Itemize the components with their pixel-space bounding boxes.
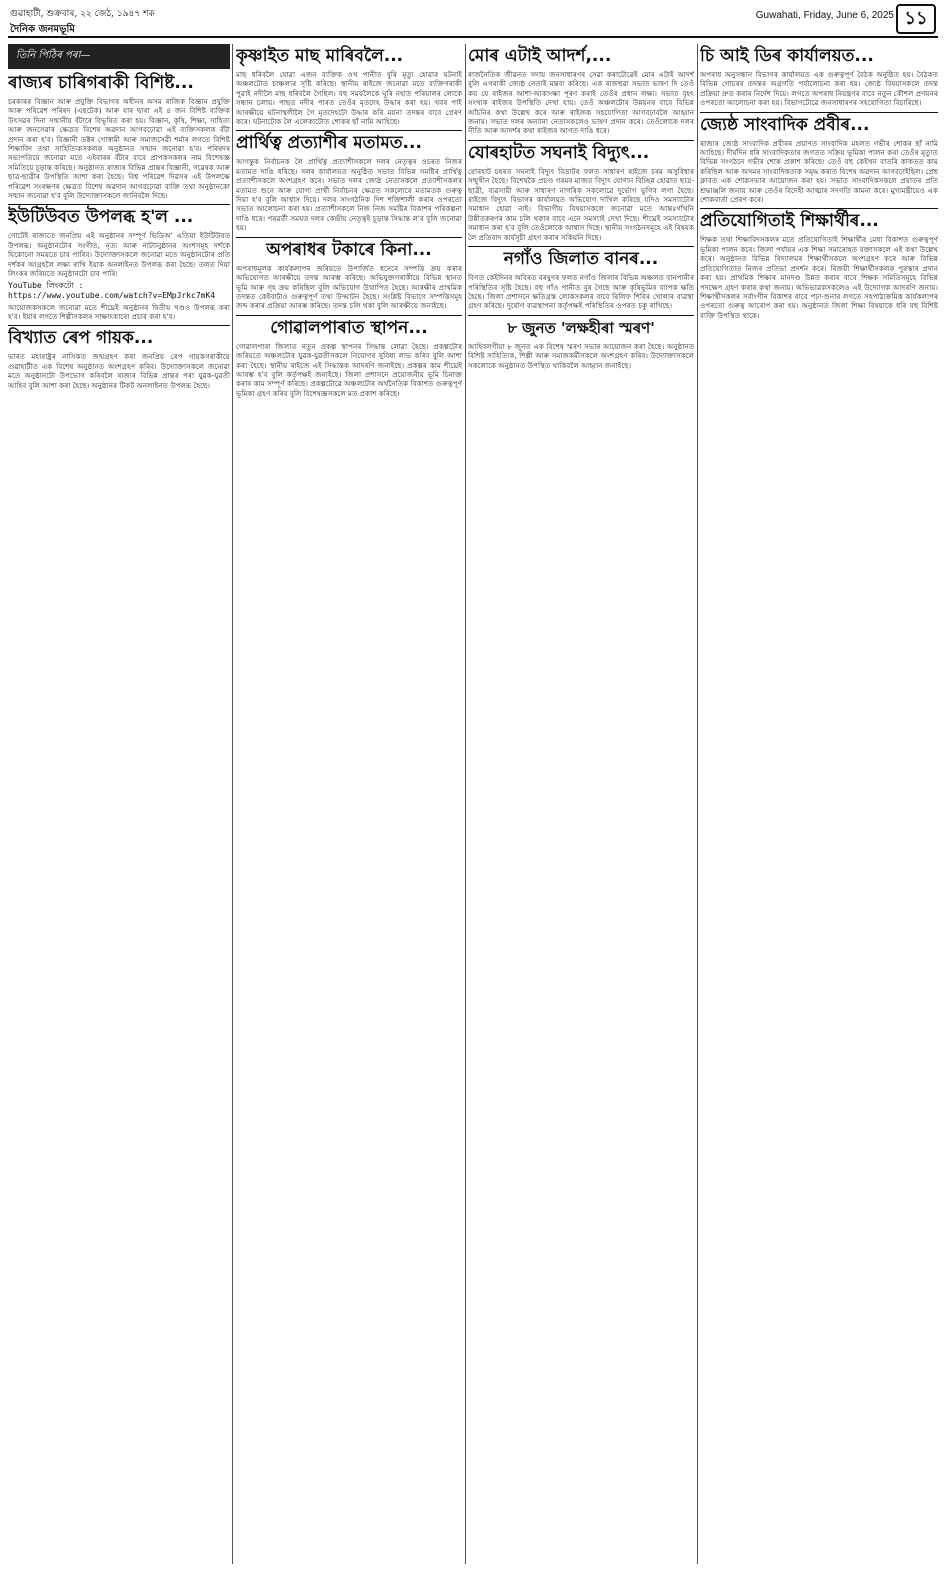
article-text: মাছ ধৰিবলৈ যোৱা এজন ব্যক্তিক ওখ পানীত বুৰি মৃত্যু হোৱাৰ ঘটনাই অঞ্চলটোত চাঞ্চল্যৰ সৃষ্টি কৰিছে। স্থানীয় ৰাইজে জনোৱা মতে ব্যক্তিগৰাকী পুৱাই নদীলৈ মাছ ধৰিবলৈ গৈছিল। বহু সময়লৈকে ঘূৰি নহাত পৰিয়ালৰ লোকে সন্ধান চলায়। পাছত নদীৰ পাৰত তেওঁৰ মৃতদেহ উদ্ধাৰ কৰা হয়। খবৰ পাই আৰক্ষীয়ে ঘটনাস্থলীলৈ গৈ মৃতদেহটো উদ্ধাৰ কৰি ময়না তদন্তৰ বাবে প্ৰেৰণ কৰে। ঘটনাটোক লৈ এলেকাটোত শোকৰ ছাঁ নামি আহিছে। [236, 70, 462, 127]
article-text: গোটেই ৰাজ্যতে জনপ্ৰিয় এই অনুষ্ঠানৰ সম্পূৰ্ণ ভিডিঅ' এতিয়া ইউটিউবত উপলব্ধ। অনুষ্ঠানটোৰ সংগীত, নৃত্য আৰু নাট্যানুষ্ঠানৰ অংশসমূহ দৰ্শকে যিকোনো সময়তে চাব পাৰিব। উদ্যোক্তাসকলে জনোৱা মতে অনুষ্ঠানটোৰ প্ৰতি দৰ্শকৰ আগ্ৰহলৈ লক্ষ্য ৰাখি ইয়াক অনলাইনত উপলব্ধ কৰা হৈছে। তলত দিয়া লিংকৰ জৰিয়তে অনুষ্ঠানটো চাব পাৰি। [8, 231, 230, 279]
article-text: ভাৰত মহাৰাষ্ট্ৰৰ নাসিকত জন্মগ্ৰহণ কৰা জনপ্ৰিয় ৰেপ গায়কগৰাকীয়ে গুৱাহাটীত এক বিশেষ অনুষ্ঠানত অংশগ্ৰহণ কৰিব। উদ্যোক্তাসকলে জনোৱা মতে অনুষ্ঠানটো উপভোগ কৰিবলৈ ৰাজ্যৰ বিভিন্ন প্ৰান্তৰ পৰা যুৱক-যুৱতী আহিব বুলি আশা কৰা হৈছে। অনুষ্ঠানৰ টিকট অনলাইনত উপলব্ধ হৈছে। [8, 352, 230, 390]
article-text: ৰাজনৈতিক জীৱনত সদায় জনসাধাৰণৰ সেৱা কৰাটোৱেই মোৰ এটাই আদৰ্শ বুলি এগৰাকী জ্যেষ্ঠ নেতাই মন্তব্য কৰিছে। এক ৰাজহুৱা সভাত ভাষণ দি তেওঁ কয় যে ৰাইজৰ আশা-আকাংক্ষা পূৰণ কৰাই তেওঁৰ প্ৰধান লক্ষ্য। সভাত বৃহৎ সংখ্যক ৰাইজৰ উপস্থিতি দেখা যায়। তেওঁ অঞ্চলটোৰ উন্নয়নৰ বাবে বিভিন্ন আঁচনিৰ কথা উল্লেখ কৰে আৰু ৰাইজক সহযোগিতা আগবঢ়াবলৈ আহ্বান জনায়। সভাত দলৰ অন্যান্য নেতাসকলেও ভাষণ প্ৰদান কৰে। তেওঁলোকে দলৰ নীতি আৰু আদৰ্শৰ কথা ৰাইজৰ আগত দাঙি ধৰে। [468, 70, 694, 136]
column-3 [468, 44, 694, 1564]
article-text: আয়োজকসকলে জনোৱা মতে শীঘ্ৰেই অনুষ্ঠানৰ দ্বিতীয় খণ্ডও উপলব্ধ কৰা হ'ব। ইয়াৰ লগতে শিল্পীসকলৰ সাক্ষাৎকাৰো প্ৰচাৰ কৰা হ'ব। [8, 302, 230, 321]
column-2 [236, 44, 462, 1564]
headline: প্ৰাৰ্থিত্ব প্ৰত্যাশীৰ মতামত... [236, 130, 462, 153]
article-text: গোৱালপাৰা জিলাত নতুন প্ৰকল্প স্থাপনৰ সিদ্ধান্ত লোৱা হৈছে। প্ৰকল্পটোৰ জৰিয়তে অঞ্চলটোৰ যুৱক-যুৱতীসকলে নিয়োগৰ সুবিধা লাভ কৰিব বুলি আশা কৰা হৈছে। স্থানীয় ৰাইজে এই সিদ্ধান্তক আদৰণি জনাইছে। প্ৰকল্পৰ কাম শীঘ্ৰেই আৰম্ভ হ'ব বুলি কৰ্তৃপক্ষই জনাইছে। জিলা প্ৰশাসনে প্ৰয়োজনীয় ভূমি চিনাক্ত কৰাৰ কাম সম্পূৰ্ণ কৰিছে। প্ৰকল্পটোৱে অঞ্চলটোৰ অৰ্থনৈতিক বিকাশত গুৰুত্বপূৰ্ণ ভূমিকা গ্ৰহণ কৰিব বুলি বিশেষজ্ঞসকলে মত প্ৰকাশ কৰিছে। [236, 341, 462, 398]
article-text: আগন্তুক নিৰ্বাচনক লৈ প্ৰাৰ্থিত্ব প্ৰত্যাশীসকলে দলৰ নেতৃত্বৰ ওচৰত নিজৰ মতামত দাঙি ধৰিছে। দলৰ কাৰ্যালয়ত অনুষ্ঠিত সভাত বিভিন্ন সমষ্টিৰ প্ৰাৰ্থিত্ব প্ৰত্যাশীসকলে অংশগ্ৰহণ কৰে। সভাত দলৰ জ্যেষ্ঠ নেতাসকলে প্ৰত্যাশীসকলৰ মতামত শুনে আৰু যোগ্য প্ৰাৰ্থী নিৰ্বাচনৰ ক্ষেত্ৰত সকলোৰে মতামতক গুৰুত্ব দিয়া হ'ব বুলি আশ্বাস দিয়ে। দলৰ সাংগঠনিক দিশ শক্তিশালী কৰাৰ ওপৰতো সভাত আলোচনা কৰা হয়। প্ৰত্যাশীসকলে নিজ নিজ সমষ্টিৰ বিকাশৰ পৰিকল্পনা দাঙি ধৰে। পৰৱৰ্তী সময়ত দলৰ কেন্দ্ৰীয় নেতৃত্বই চূড়ান্ত সিদ্ধান্ত ল'ব বুলি জনোৱা হয়। [236, 157, 462, 233]
article-text: ৰাজ্যৰ জ্যেষ্ঠ সাংবাদিক প্ৰবীৰৰ প্ৰয়াণত সাংবাদিক মহলত গভীৰ শোকৰ ছাঁ নামি আহিছে। দীৰ্ঘদিন ধৰি সাংবাদিকতাৰ জগতত সক্ৰিয় ভূমিকা পালন কৰা তেওঁৰ মৃত্যুত বিভিন্ন সংগঠনে গভীৰ শোক প্ৰকাশ কৰিছে। তেওঁ বহু কেইখন বাতৰি কাকতত কাম কৰিছিল আৰু অসমৰ সাংবাদিকতাক সমৃদ্ধ কৰাত বিশেষ অৱদান আগবঢ়াইছিল। প্ৰেছ ক্লাবত এক শোকসভাৰ আয়োজন কৰা হয়। সভাত সাংবাদিকসকলে প্ৰয়াতৰ প্ৰতি শ্ৰদ্ধাঞ্জলি জনায় আৰু তেওঁৰ বিদেহী আত্মাৰ সদগতি কামনা কৰে। মুখ্যমন্ত্ৰীয়েও এক শোকবাৰ্তা প্ৰেৰণ কৰে। [700, 138, 938, 205]
page-number: ১১ [896, 4, 936, 34]
article-text: যোৰহাট চহৰত সঘনাই বিদ্যুৎ বিভ্ৰাটৰ ফলত সাধাৰণ ৰাইজে চৰম অসুবিধাৰ সন্মুখীন হৈছে। বিশেষকৈ প্ৰচণ্ড গৰমৰ মাজত বিদ্যুৎ যোগান বিচ্ছিন্ন হোৱাত ছাত্ৰ-ছাত্ৰী, ব্যৱসায়ী আৰু সাধাৰণ নাগৰিক সকলোৱে দুৰ্ভোগ ভুগিব লগা হৈছে। ৰাইজে বিদ্যুৎ বিভাগৰ কাৰ্যালয়ত অভিযোগ দাখিল কৰিছে যদিও সমস্যাটোৰ সমাধান হোৱা নাই। বিভাগীয় বিষয়াসকলে জনোৱা মতে আন্তঃগাঁথনি উন্নীতকৰণৰ কাম চলি থকাৰ বাবে এনে সমস্যাই দেখা দিছে। শীঘ্ৰেই সমস্যাটোৰ সমাধান কৰা হ'ব বুলি তেওঁলোকে আশ্বাস দিছে। স্থানীয় সংগঠনসমূহে এই বিষয়ক লৈ প্ৰতিবাদ কাৰ্যসূচী গ্ৰহণ কৰাৰ সকিয়নি দিছে। [468, 166, 694, 242]
headline: নগাঁও জিলাত বানৰ... [468, 246, 694, 269]
column-divider [697, 44, 698, 1564]
article-text: অপৰাধ অনুসন্ধান বিভাগৰ কাৰ্যালয়ত এক গুৰুত্বপূৰ্ণ বৈঠক অনুষ্ঠিত হয়। বৈঠকত বিভিন্ন গোচৰৰ তদন্তৰ অগ্ৰগতি পৰ্যালোচনা কৰা হয়। জ্যেষ্ঠ বিষয়াসকলে তদন্ত প্ৰক্ৰিয়া দ্ৰুত কৰাৰ নিৰ্দেশ দিয়ে। লগতে অপৰাধ নিয়ন্ত্ৰণৰ বাবে নতুন কৌশল প্ৰণয়নৰ ওপৰতো আলোচনা কৰা হয়। বিভাগটোৱে জনসাধাৰণৰ সহযোগিতা বিচাৰিছে। [700, 70, 938, 108]
headline: ৰাজ্যৰ চাৰিগৰাকী বিশিষ্ট... [8, 73, 194, 93]
headline: গোৱালপাৰাত স্থাপন... [236, 315, 462, 338]
headline: ইউটিউবত উপলব্ধ হ'ল ... [8, 204, 230, 227]
column-4 [700, 44, 938, 1564]
headline: ৮ জুনত 'লক্ষহীৰা স্মৰণ' [468, 315, 694, 338]
article-text: আহিবলগীয়া ৮ জুনত এক বিশেষ স্মৰণ সভাৰ আয়োজন কৰা হৈছে। অনুষ্ঠানত বিশিষ্ট সাহিত্যিক, শিল্পী আৰু সমাজকৰ্মীসকলে অংশগ্ৰহণ কৰিব। উদ্যোক্তাসকলে সকলোকে অনুষ্ঠানত উপস্থিত থাকিবলৈ আহ্বান জনাইছে। [468, 341, 694, 370]
column-divider [465, 44, 466, 1564]
article-text: অপৰাধমূলক কাৰ্যকলাপৰ জৰিয়তে উপাৰ্জিত ধনেৰে সম্পত্তি ক্ৰয় কৰাৰ অভিযোগত আৰক্ষীয়ে তদন্ত আৰম্ভ কৰিছে। অভিযুক্তগৰাকীয়ে বিভিন্ন স্থানত ভূমি আৰু গৃহ ক্ৰয় কৰিছিল বুলি অভিযোগ উত্থাপিত হৈছে। আৰক্ষীৰ প্ৰাথমিক তদন্তত কেইবাটাও গুৰুত্বপূৰ্ণ তথ্য উদ্ঘাটন হৈছে। সংশ্লিষ্ট বিভাগে সম্পত্তিসমূহ জব্দ কৰাৰ প্ৰক্ৰিয়া আৰম্ভ কৰিছে। তদন্ত চলি থকা বুলি আৰক্ষীয়ে জনাইছে। [236, 263, 462, 311]
headline: চি আই ডিৰ কাৰ্যালয়ত... [700, 46, 874, 66]
masthead [8, 4, 938, 36]
headline: বিখ্যাত ৰেপ গায়ক... [8, 325, 230, 348]
youtube-link[interactable]: YouTube লিংকটো : https://www.youtube.com/watch?v=EMpJrkc7mK4 [8, 280, 216, 300]
article-text: চৰকাৰৰ বিজ্ঞান আৰু প্ৰযুক্তি বিভাগৰ অধীনৰ অসম ৰাজিক বিজ্ঞান প্ৰযুক্তি আৰু পৰিৱেশ পৰিষদ (এছটেক) আৰু যাৰ দ্বাৰা এই ৪ জন বিশিষ্ট ব্যক্তিক উৎসৱৰ দিনা সন্মানীয় বঁটাৰে বিভূষিত কৰা হয়। বিজ্ঞান, কৃষি, শিক্ষা, সাহিত্য আৰু জনসেৱাৰ ক্ষেত্ৰত বিশেষ অৱদান আগবঢ়োৱা এই ব্যক্তিসকলক বঁটা প্ৰদান কৰা হ'ব। বিজ্ঞানী ডক্টৰ গোস্বামী আৰু সমাজসেৱী শৰ্মাৰ লগতে বিশিষ্ট শিক্ষাবিদ তথা সাহিত্যিকসকলক অনুষ্ঠানত সন্মান জনোৱা হ'ব। পৰিষদৰ সভাপতিয়ে জনোৱা মতে এইবাৰৰ বঁটাৰ বাবে প্ৰাপকসকলৰ নাম বিশেষজ্ঞ সমিতিয়ে চূড়ান্ত কৰিছে। অনুষ্ঠানত ৰাজ্যৰ বিভিন্ন প্ৰান্তৰ বিজ্ঞানী, গৱেষক আৰু ছাত্ৰ-ছাত্ৰীৰ উপস্থিতি আশা কৰা হৈছে। বিশ্ব পৰিৱেশ দিৱসৰ এই উপলক্ষে পৰিৱেশ সংৰক্ষণৰ ক্ষেত্ৰত বিশেষ অৱদান আগবঢ়োৱা ব্যক্তি তথা অনুষ্ঠানকো সন্মান জনোৱা হ'ব বুলি উদ্যোক্তাসকলে জানিবলৈ দিছে। [8, 97, 230, 201]
headline: অপৰাধৰ টকাৰে কিনা... [236, 237, 462, 260]
headline: যোৰহাটত সঘনাই বিদ্যুৎ... [468, 140, 694, 163]
headline: কৃষ্ণাইত মাছ মাৰিবলৈ... [236, 46, 404, 66]
masthead-date-english: Guwahati, Friday, June 6, 2025 [755, 10, 894, 21]
headline: জ্যেষ্ঠ সাংবাদিক প্ৰবীৰ... [700, 112, 938, 135]
masthead-date-assamese: গুৱাহাটী, শুক্ৰবাৰ, ২২ জেঠ, ১৯৪৭ শক [10, 9, 155, 19]
headline: প্ৰতিযোগিতাই শিক্ষাৰ্থীৰ... [700, 208, 938, 231]
masthead-brand: দৈনিক জনমভূমি [10, 24, 75, 35]
column-1 [8, 44, 230, 1564]
column-divider [232, 44, 233, 1564]
headline: মোৰ এটাই আদৰ্শ,... [468, 46, 612, 66]
continued-tab: তিনি পিঠিৰ পৰা— [8, 44, 230, 69]
article-text: শিক্ষক তথা শিক্ষাবিদসকলৰ মতে প্ৰতিযোগিতাই শিক্ষাৰ্থীৰ মেধা বিকাশত গুৰুত্বপূৰ্ণ ভূমিকা পালন কৰে। জিলা পৰ্যায়ৰ এক শিক্ষা সমাৰোহত বক্তাসকলে এই কথা উল্লেখ কৰে। অনুষ্ঠানত বিভিন্ন বিদ্যালয়ৰ শিক্ষাৰ্থীসকলে অংশগ্ৰহণ কৰে আৰু বিভিন্ন প্ৰতিযোগিতাত নিজৰ প্ৰতিভা প্ৰদৰ্শন কৰে। বিজয়ী শিক্ষাৰ্থীসকলক পুৰস্কাৰ প্ৰদান কৰা হয়। প্ৰাথমিক শিক্ষাৰ মানদণ্ড উন্নত কৰাৰ বাবে শিক্ষক সমিতিসমূহে বিভিন্ন পদক্ষেপ গ্ৰহণ কৰাৰ কথা জনায়। অভিভাৱকসকলেও এই উদ্যোগক আদৰণি জনায়। শিক্ষাৰ্থীসকলৰ সৰ্বাংগীন বিকাশৰ বাবে পঢ়া-শুনাৰ লগতে সহপাঠ্যক্ৰমিক কাৰ্যকলাপৰ ওপৰতো গুৰুত্ব আৰোপ কৰা হয়। অনুষ্ঠানত জিলা শিক্ষা বিষয়াকে ধৰি বহু বিশিষ্ট ব্যক্তি উপস্থিত থাকে। [700, 235, 938, 320]
masthead-rule [8, 36, 938, 38]
article-text: বিগত কেইদিনৰ অবিৰত বৰষুণৰ ফলত নগাঁও জিলাৰ বিভিন্ন অঞ্চলত বানপানীৰ পৰিস্থিতিৰ সৃষ্টি হৈছে। বহু গাঁও পানীত বুৰ গৈছে আৰু কৃষিভূমিৰ ব্যাপক ক্ষতি হৈছে। জিলা প্ৰশাসনে ক্ষতিগ্ৰস্ত লোকসকলৰ বাবে ৰিলিফ শিবিৰ খোলাৰ ব্যৱস্থা গ্ৰহণ কৰিছে। দুৰ্যোগ ব্যৱস্থাপনা কৰ্তৃপক্ষই পৰিস্থিতিৰ ওপৰত চকু ৰাখিছে। [468, 273, 694, 311]
